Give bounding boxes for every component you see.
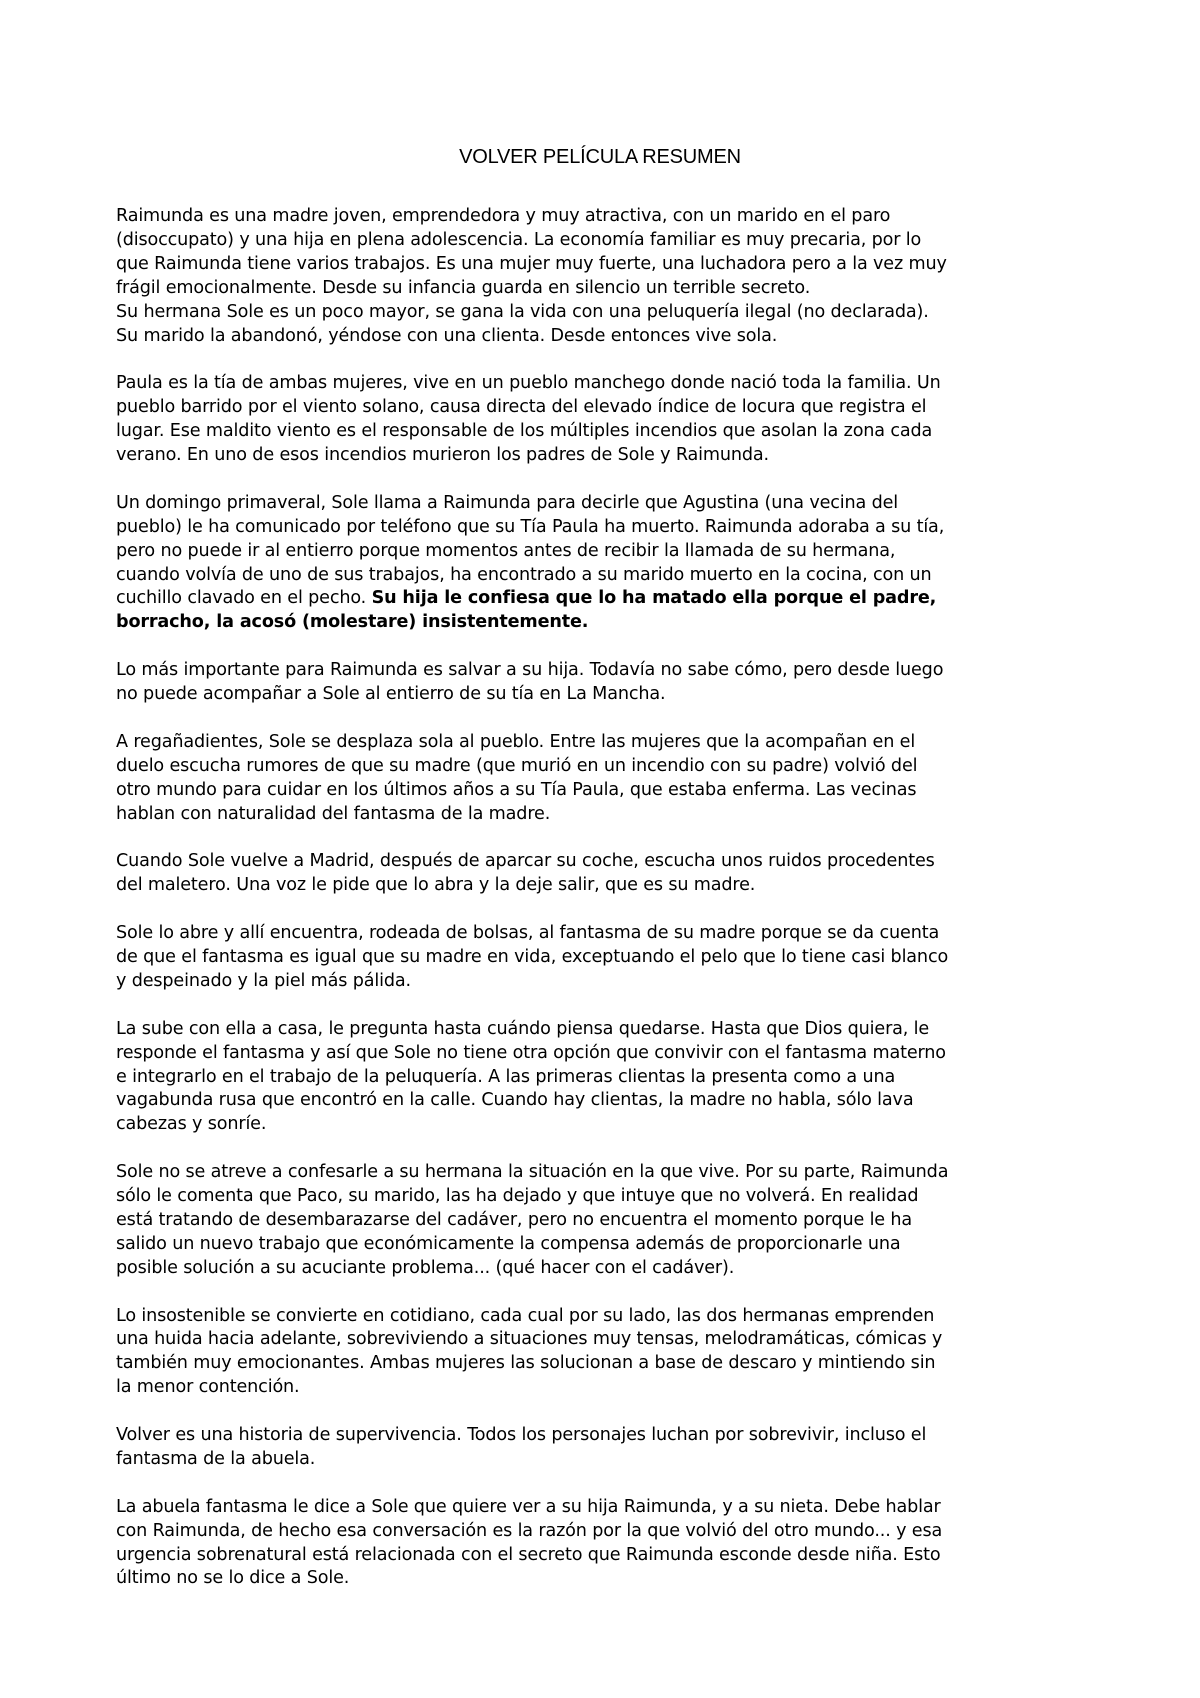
text-line: lugar. Ese maldito viento es el responsable de los múltiples incendios que asolan la zona cada	[116, 421, 933, 442]
text-line: La sube con ella a casa, le pregunta hasta cuándo piensa quedarse. Hasta que Dios quiera, le	[116, 1018, 930, 1039]
text-line: y despeinado y la piel más pálida.	[116, 970, 411, 991]
text-line: salido un nuevo trabajo que económicamente la compensa además de proporcionarle una	[116, 1233, 901, 1254]
text-line: responde el fantasma y así que Sole no tiene otra opción que convivir con el fantasma materno	[116, 1042, 946, 1063]
paragraph-4	[116, 659, 1076, 707]
document-body	[116, 205, 1076, 1615]
text-line: frágil emocionalmente. Desde su infancia guarda en silencio un terrible secreto.	[116, 277, 811, 298]
text-line: de que el fantasma es igual que su madre en vida, exceptuando el pelo que lo tiene casi blanco	[116, 947, 949, 967]
text-line: con Raimunda, de hecho esa conversación es la razón por la que volvió del otro mundo... y esa	[116, 1520, 943, 1541]
text-line: que Raimunda tiene varios trabajos. Es una mujer muy fuerte, una luchadora pero a la vez muy	[116, 253, 947, 274]
text-line: la menor contención.	[116, 1377, 300, 1398]
text-line: e integrarlo en el trabajo de la peluquería. A las primeras clientas la presenta como a una	[116, 1066, 896, 1087]
text-line: Un domingo primaveral, Sole llama a Raimunda para decirle que Agustina (una vecina del	[116, 492, 899, 513]
text-line: cuando volvía de uno de sus trabajos, ha encontrado a su marido muerto en la cocina, con un	[116, 564, 932, 585]
text-line: urgencia sobrenatural está relacionada con el secreto que Raimunda esconde desde niña. Esto	[116, 1544, 941, 1565]
text-line: vagabunda rusa que encontró en la calle. Cuando hay clientas, la madre no habla, sólo lava	[116, 1090, 914, 1111]
text-line: sólo le comenta que Paco, su marido, las ha dejado y que intuye que no volverá. En realidad	[116, 1186, 919, 1207]
text-line: A regañadientes, Sole se desplaza sola al pueblo. Entre las mujeres que la acompañan en el	[116, 731, 916, 752]
paragraph-7	[116, 922, 1076, 994]
paragraph-12	[116, 1496, 1076, 1592]
text-line: pueblo) le ha comunicado por teléfono que su Tía Paula ha muerto. Raimunda adoraba a su tía,	[116, 516, 945, 537]
bold-text-line: borracho, la acosó (molestare) insistentemente.	[116, 612, 589, 633]
paragraph-8	[116, 1018, 1076, 1138]
text-line: cabezas y sonríe.	[116, 1114, 267, 1135]
text-line: último no se lo dice a Sole.	[116, 1568, 350, 1589]
text-line: fantasma de la abuela.	[116, 1448, 316, 1469]
text-line: pero no puede ir al entierro porque momentos antes de recibir la llamada de su hermana,	[116, 540, 896, 561]
paragraph-6	[116, 850, 1076, 898]
text-line: Volver es una historia de supervivencia. Todos los personajes luchan por sobrevivir, incluso el	[116, 1425, 927, 1446]
paragraph-1	[116, 205, 1076, 348]
text-line: también muy emocionantes. Ambas mujeres las solucionan a base de descaro y mintiendo sin	[116, 1353, 936, 1374]
text-line: Raimunda es una madre joven, emprendedora y muy atractiva, con un marido en el paro	[116, 206, 891, 226]
text-line: una huida hacia adelante, sobreviviendo a situaciones muy tensas, melodramáticas, cómicas y	[116, 1329, 943, 1350]
text-line: Paula es la tía de ambas mujeres, vive en un pueblo manchego donde nació toda la familia. Un	[116, 373, 941, 394]
paragraph-3	[116, 492, 1076, 635]
bold-segment: Su hija le confiesa que lo ha matado ella porque el padre,	[371, 588, 937, 609]
text-line: posible solución a su acuciante problema... (qué hacer con el cadáver).	[116, 1257, 735, 1278]
text-line: del maletero. Una voz le pide que lo abra y la deje salir, que es su madre.	[116, 875, 756, 896]
paragraph-9	[116, 1161, 1076, 1281]
text-line: verano. En uno de esos incendios murieron los padres de Sole y Raimunda.	[116, 445, 769, 466]
paragraph-11	[116, 1424, 1076, 1472]
text-line: hablan con naturalidad del fantasma de la madre.	[116, 803, 551, 824]
text-line: otro mundo para cuidar en los últimos años a su Tía Paula, que estaba enferma. Las vecinas	[116, 779, 917, 800]
paragraph-10	[116, 1305, 1076, 1401]
paragraph-2	[116, 372, 1076, 468]
text-line: duelo escucha rumores de que su madre (que murió en un incendio con su padre) volvió del	[116, 755, 918, 776]
mixed-text-line	[116, 587, 1076, 611]
text-line: está tratando de desembarazarse del cadáver, pero no encuentra el momento porque le ha	[116, 1209, 913, 1230]
paragraph-5	[116, 731, 1076, 827]
text-line: Lo más importante para Raimunda es salvar a su hija. Todavía no sabe cómo, pero desde luego	[116, 660, 944, 681]
text-line: Su marido la abandonó, yéndose con una clienta. Desde entonces vive sola.	[116, 325, 778, 346]
plain-segment: cuchillo clavado en el pecho.	[116, 588, 372, 609]
text-line: Lo insostenible se convierte en cotidiano, cada cual por su lado, las dos hermanas emprenden	[116, 1305, 935, 1326]
text-line: Sole lo abre y allí encuentra, rodeada de bolsas, al fantasma de su madre porque se da cuenta	[116, 923, 940, 944]
text-line: Su hermana Sole es un poco mayor, se gana la vida con una peluquería ilegal (no declarada).	[116, 301, 929, 322]
text-line: Sole no se atreve a confesarle a su hermana la situación en la que vive. Por su parte, Raimunda	[116, 1162, 949, 1183]
text-line: no puede acompañar a Sole al entierro de su tía en La Mancha.	[116, 684, 666, 705]
text-line: La abuela fantasma le dice a Sole que quiere ver a su hija Raimunda, y a su nieta. Debe hablar	[116, 1496, 941, 1517]
text-line: pueblo barrido por el viento solano, causa directa del elevado índice de locura que registra el	[116, 397, 927, 418]
document-title: VOLVER PELÍCULA RESUMEN	[459, 146, 741, 168]
text-line: (disoccupato) y una hija en plena adolescencia. La economía familiar es muy precaria, por lo	[116, 229, 922, 250]
text-line: Cuando Sole vuelve a Madrid, después de aparcar su coche, escucha unos ruidos procedentes	[116, 851, 935, 872]
